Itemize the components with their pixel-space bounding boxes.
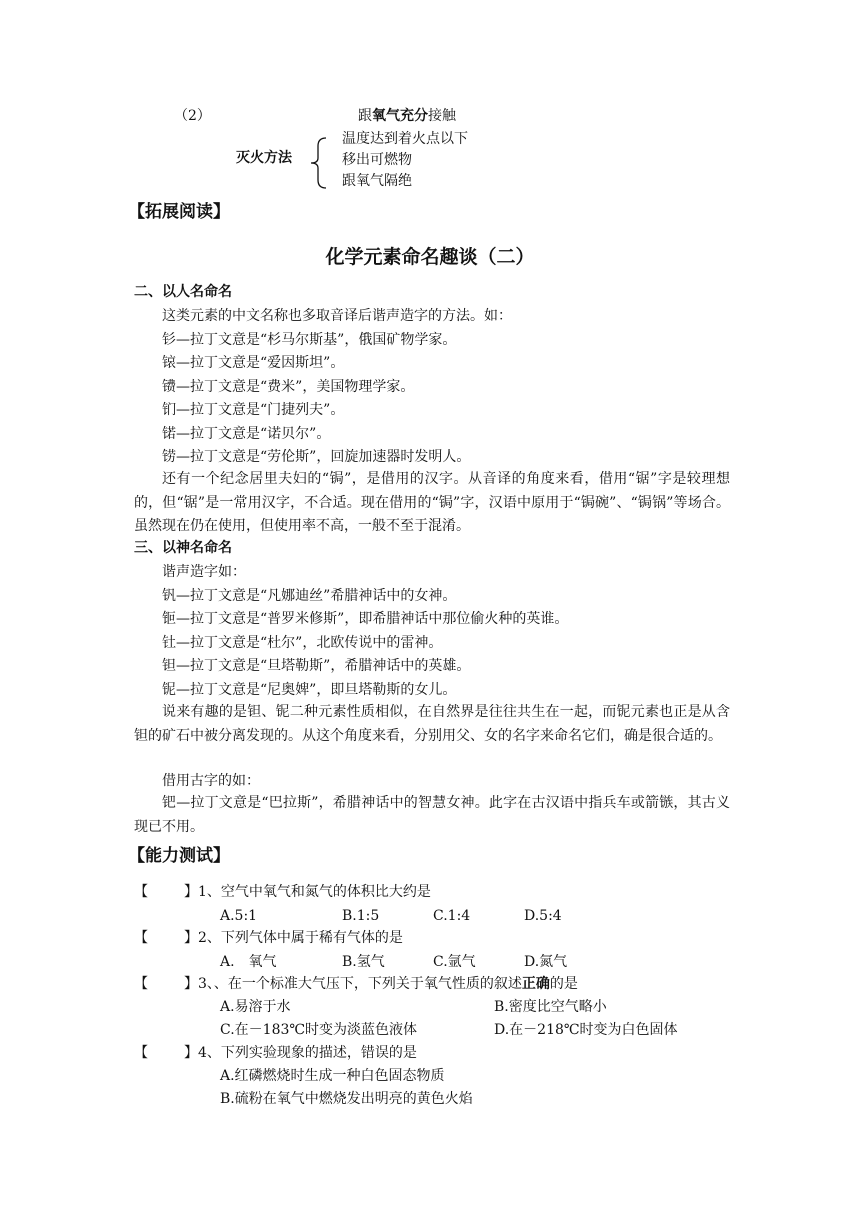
method-item-2: 移出可燃物 (342, 152, 412, 168)
option-c[interactable]: C.在－183℃时变为淡蓝色液体 (220, 1022, 418, 1038)
answer-bracket-close: 】 (184, 884, 198, 900)
answer-bracket-open[interactable]: 【 (134, 884, 148, 900)
answer-bracket-open[interactable]: 【 (134, 1045, 148, 1061)
section-heading-gods: 三、以神名命名 (134, 540, 232, 556)
paragraph-tantalum: 说来有趣的是钽、铌二种元素性质相似，在自然界是往往共生在一起，而铌元素也正是从含钽的矿石中被分离发现的。从这个角度来看，分别用父、女的名字来命名它们，确是很合适的。 (134, 704, 730, 744)
reading-heading: 【拓展阅读】 (128, 202, 230, 222)
question-text: 3、、在一个标准大气压下，下列关于氧气性质的叙述 (198, 976, 522, 992)
element-line: 钔—拉丁文意是“门捷列夫”。 (162, 402, 345, 418)
element-line: 钍—拉丁文意是“杜尔”，北欧传说中的雷神。 (162, 635, 443, 651)
question-text: 4、下列实验现象的描述，错误的是 (198, 1045, 417, 1061)
question-text-emphasis: 正确 (521, 976, 550, 992)
option-a[interactable]: A.5:1 (220, 908, 258, 924)
element-line: 钒—拉丁文意是“凡娜迪丝”希腊神话中的女神。 (162, 588, 457, 604)
question-text: 1、空气中氧气和氮气的体积比大约是 (198, 884, 431, 900)
answer-bracket-close: 】 (184, 1045, 198, 1061)
article-title: 化学元素命名趣谈（二） (325, 246, 535, 268)
question-text-end: 的是 (549, 976, 578, 992)
option-a[interactable]: A.红磷燃烧时生成一种白色固态物质 (220, 1068, 445, 1084)
answer-bracket-close: 】 (184, 976, 198, 992)
answer-bracket-open[interactable]: 【 (134, 976, 148, 992)
option-c[interactable]: C.氩气 (433, 954, 476, 970)
option-b[interactable]: B.密度比空气略小 (494, 999, 607, 1015)
extinguish-label: 灭火方法 (236, 150, 292, 166)
question-2 (134, 928, 403, 948)
paragraph-curium: 还有一个纪念居里夫妇的“锔”，是借用的汉字。从音译的角度来看，借用“锯”字是较理想的，但“锯”是一常用汉字，不合适。现在借用的“锔”字，汉语中原用于“锔碗”、“锔锅”等场合。虽然现在仍在使用，但使用率不高，一般不至于混淆。 (134, 471, 730, 534)
element-line: 钐—拉丁文意是“杉马尔斯基”，俄国矿物学家。 (162, 332, 457, 348)
answer-bracket-open[interactable]: 【 (134, 930, 148, 946)
method-item-3: 跟氧气隔绝 (342, 173, 412, 189)
element-line: 铹—拉丁文意是“劳伦斯”，回旋加速器时发明人。 (162, 449, 471, 465)
question-4 (134, 1043, 417, 1063)
condition-top (358, 106, 456, 126)
option-d[interactable]: D.在－218℃时变为白色固体 (494, 1022, 678, 1038)
section-heading-people: 二、以人名命名 (134, 284, 232, 300)
curly-brace-icon (308, 136, 330, 190)
test-heading: 【能力测试】 (128, 846, 230, 866)
option-a[interactable]: A.易溶于水 (220, 999, 291, 1015)
condition-top-post: 接触 (428, 108, 456, 124)
option-d[interactable]: D.氮气 (524, 954, 568, 970)
element-line: 锘—拉丁文意是“诺贝尔”。 (162, 426, 331, 442)
question-1 (134, 882, 431, 902)
section-intro: 这类元素的中文名称也多取音译后谐声造字的方法。如： (162, 308, 512, 324)
option-c[interactable]: C.1:4 (433, 908, 471, 924)
element-line: 锿—拉丁文意是“爱因斯坦”。 (162, 355, 345, 371)
option-d[interactable]: D.5:4 (524, 908, 562, 924)
section-intro: 谐声造字如： (162, 564, 246, 580)
element-line: 钷—拉丁文意是“普罗米修斯”，即希腊神话中那位偷火种的英谁。 (162, 611, 569, 627)
question-3 (134, 974, 578, 994)
element-line: 镄—拉丁文意是“费米”，美国物理学家。 (162, 379, 415, 395)
option-a[interactable]: A. 氧气 (220, 954, 277, 970)
option-b[interactable]: B.硫粉在氧气中燃烧发出明亮的黄色火焰 (220, 1091, 473, 1107)
section-intro-ancient: 借用古字的如： (162, 773, 260, 789)
answer-bracket-close: 】 (184, 930, 198, 946)
element-line: 铌—拉丁文意是“尼奥婢”，即旦塔勒斯的女儿。 (162, 682, 457, 698)
method-item-1: 温度达到着火点以下 (342, 131, 468, 147)
condition-top-bold: 氧气充分 (372, 108, 428, 124)
question-text: 2、下列气体中属于稀有气体的是 (198, 930, 403, 946)
option-b[interactable]: B.氢气 (342, 954, 385, 970)
condition-top-pre: 跟 (358, 108, 372, 124)
paragraph-palladium: 钯—拉丁文意是“巴拉斯”，希腊神话中的智慧女神。此字在古汉语中指兵车或箭镞，其古义现已不用。 (134, 795, 730, 835)
item-number: （2） (174, 108, 211, 124)
element-line: 钽—拉丁文意是“旦塔勒斯”，希腊神话中的英雄。 (162, 658, 471, 674)
option-b[interactable]: B.1:5 (342, 908, 380, 924)
